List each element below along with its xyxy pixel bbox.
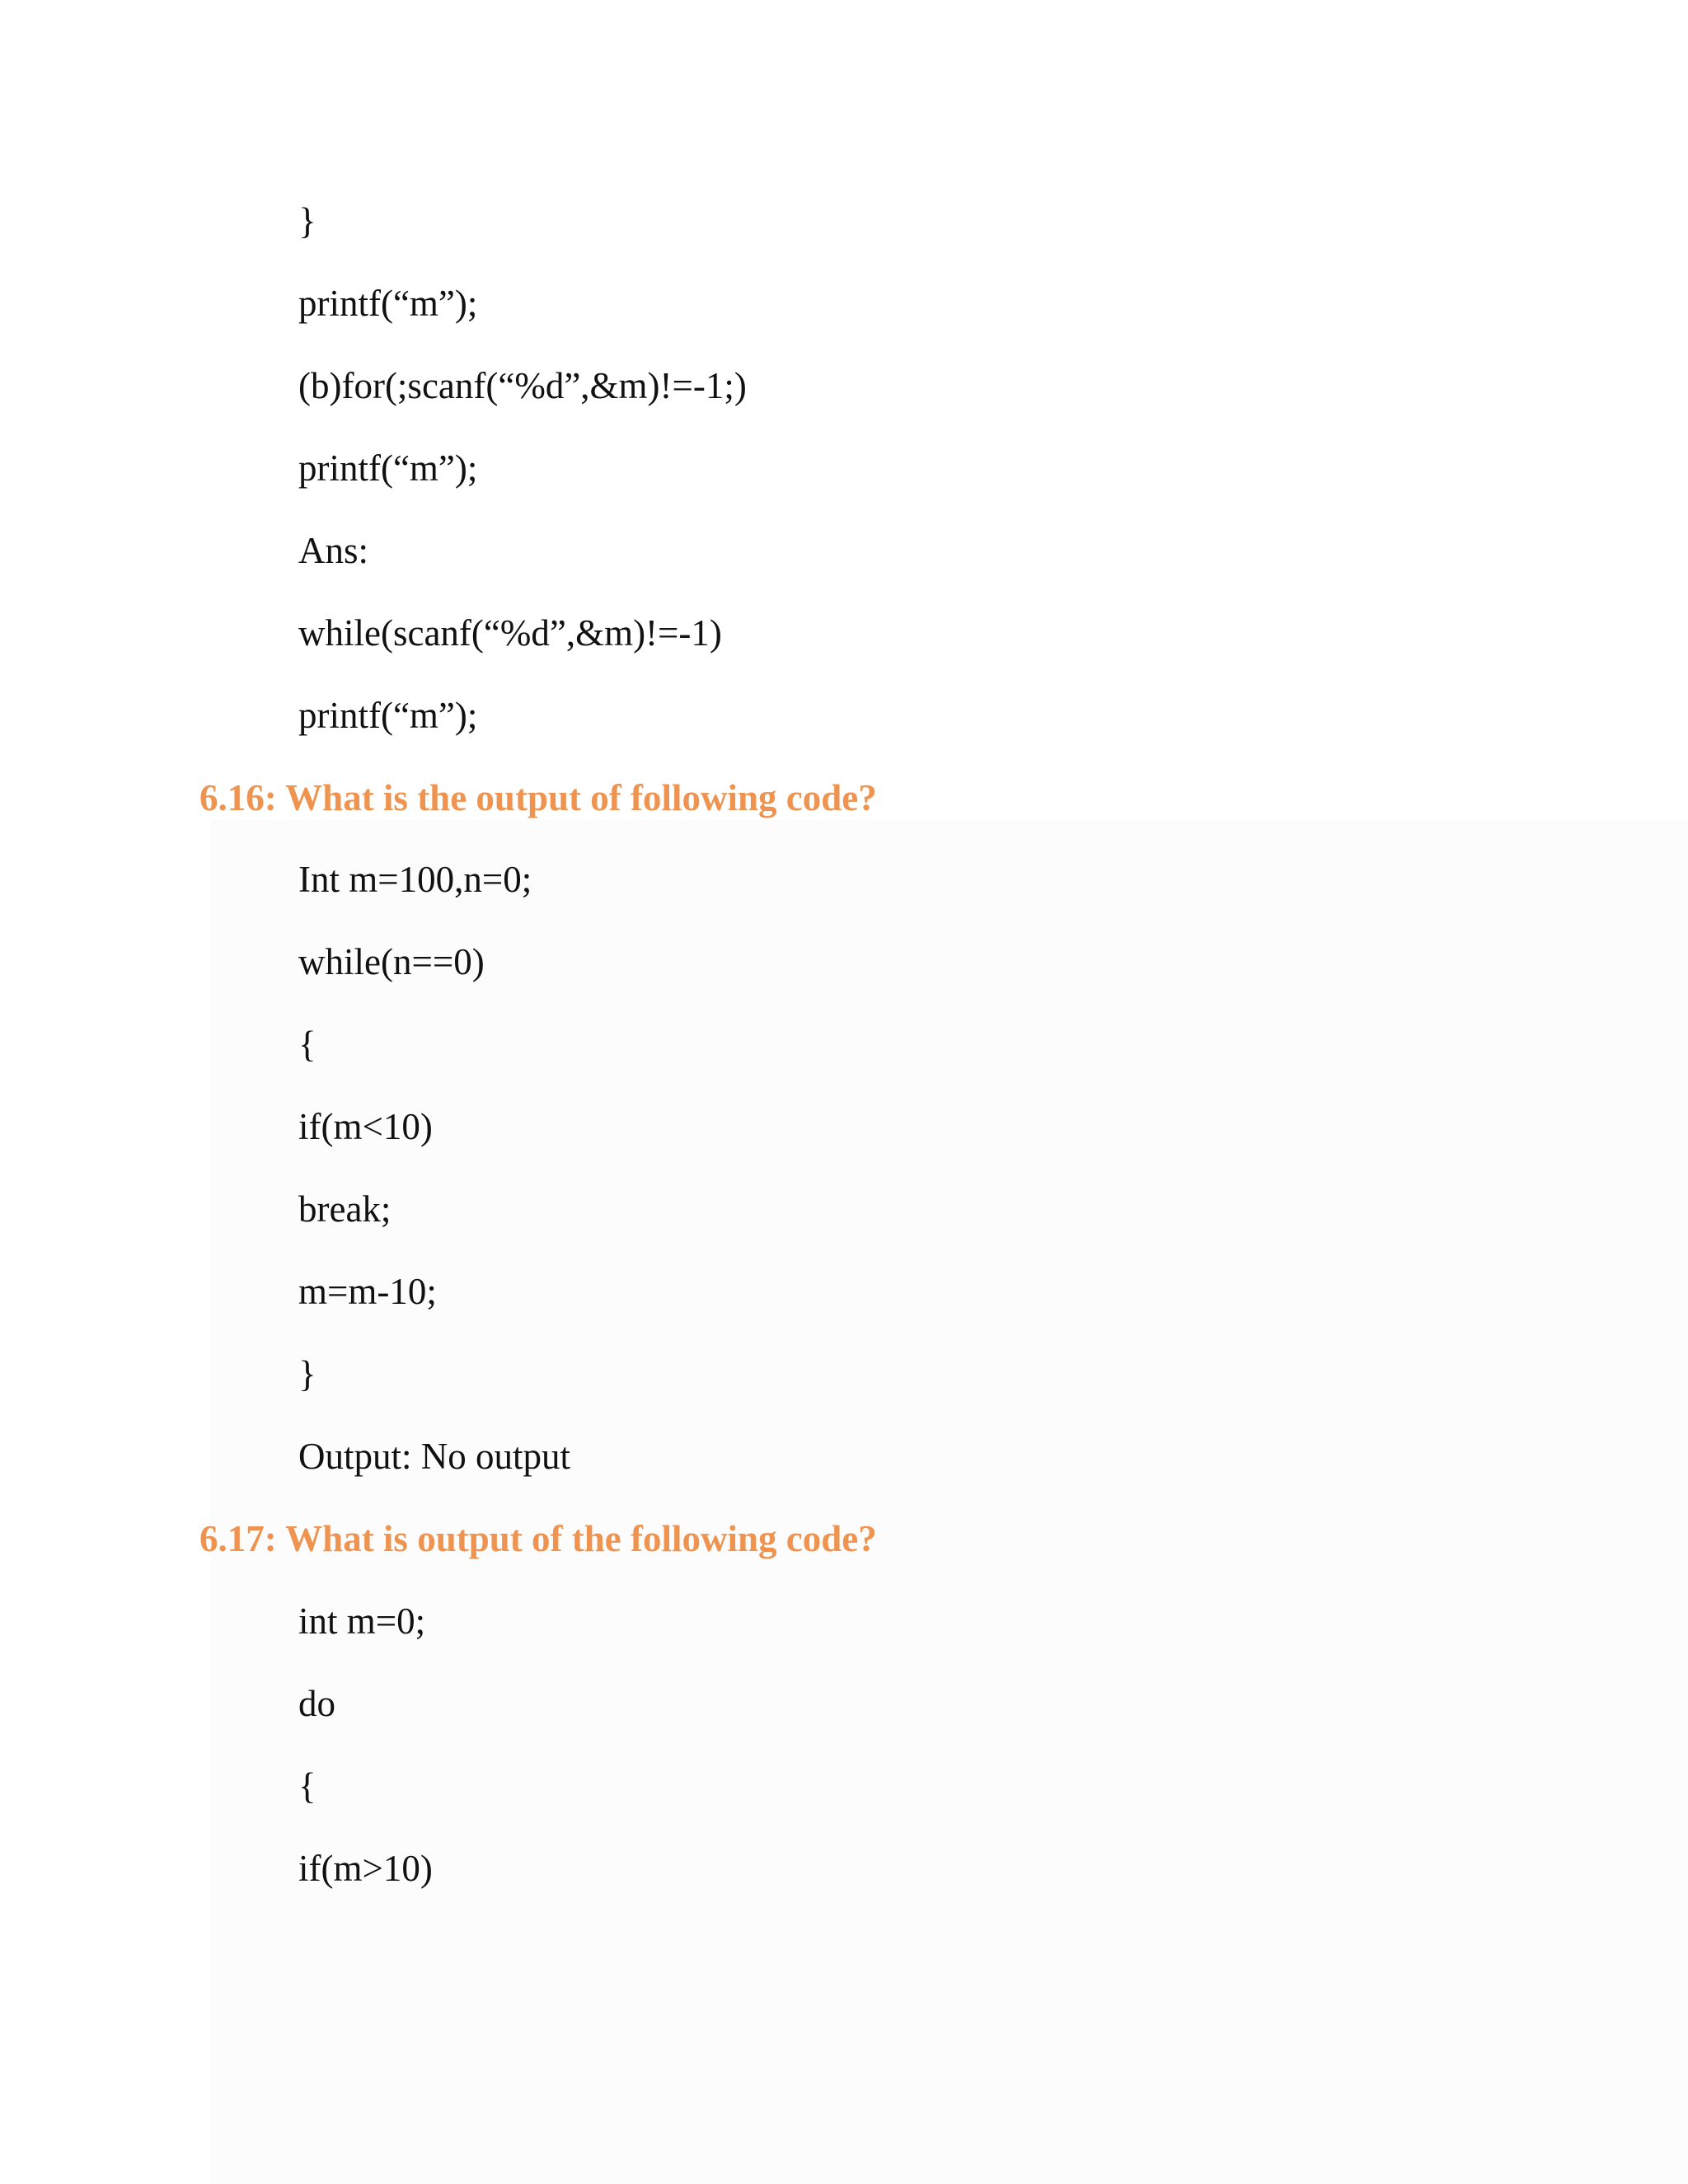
code-line: {	[298, 1024, 316, 1065]
code-line: m=m-10;	[298, 1271, 437, 1312]
code-line: Int m=100,n=0;	[298, 859, 532, 900]
code-line: {	[298, 1765, 316, 1807]
code-line: int m=0;	[298, 1601, 426, 1642]
code-line: }	[298, 1353, 316, 1394]
code-line: break;	[298, 1188, 392, 1230]
code-line: printf(“m”);	[298, 283, 478, 324]
answer-label: Ans:	[298, 530, 369, 571]
code-line: printf(“m”);	[298, 695, 478, 736]
code-line: do	[298, 1683, 335, 1724]
output-line: Output: No output	[298, 1436, 571, 1477]
page-shade	[210, 820, 1688, 2184]
code-line: printf(“m”);	[298, 448, 478, 489]
code-line: if(m>10)	[298, 1848, 433, 1889]
code-line: while(n==0)	[298, 941, 485, 982]
code-line: while(scanf(“%d”,&m)!=-1)	[298, 612, 722, 654]
question-heading-6-17: 6.17: What is output of the following code?	[199, 1518, 877, 1559]
question-heading-6-16: 6.16: What is the output of following code?	[199, 777, 877, 818]
code-line: }	[298, 200, 316, 241]
code-line: (b)for(;scanf(“%d”,&m)!=-1;)	[298, 365, 747, 406]
code-line: if(m<10)	[298, 1106, 433, 1147]
